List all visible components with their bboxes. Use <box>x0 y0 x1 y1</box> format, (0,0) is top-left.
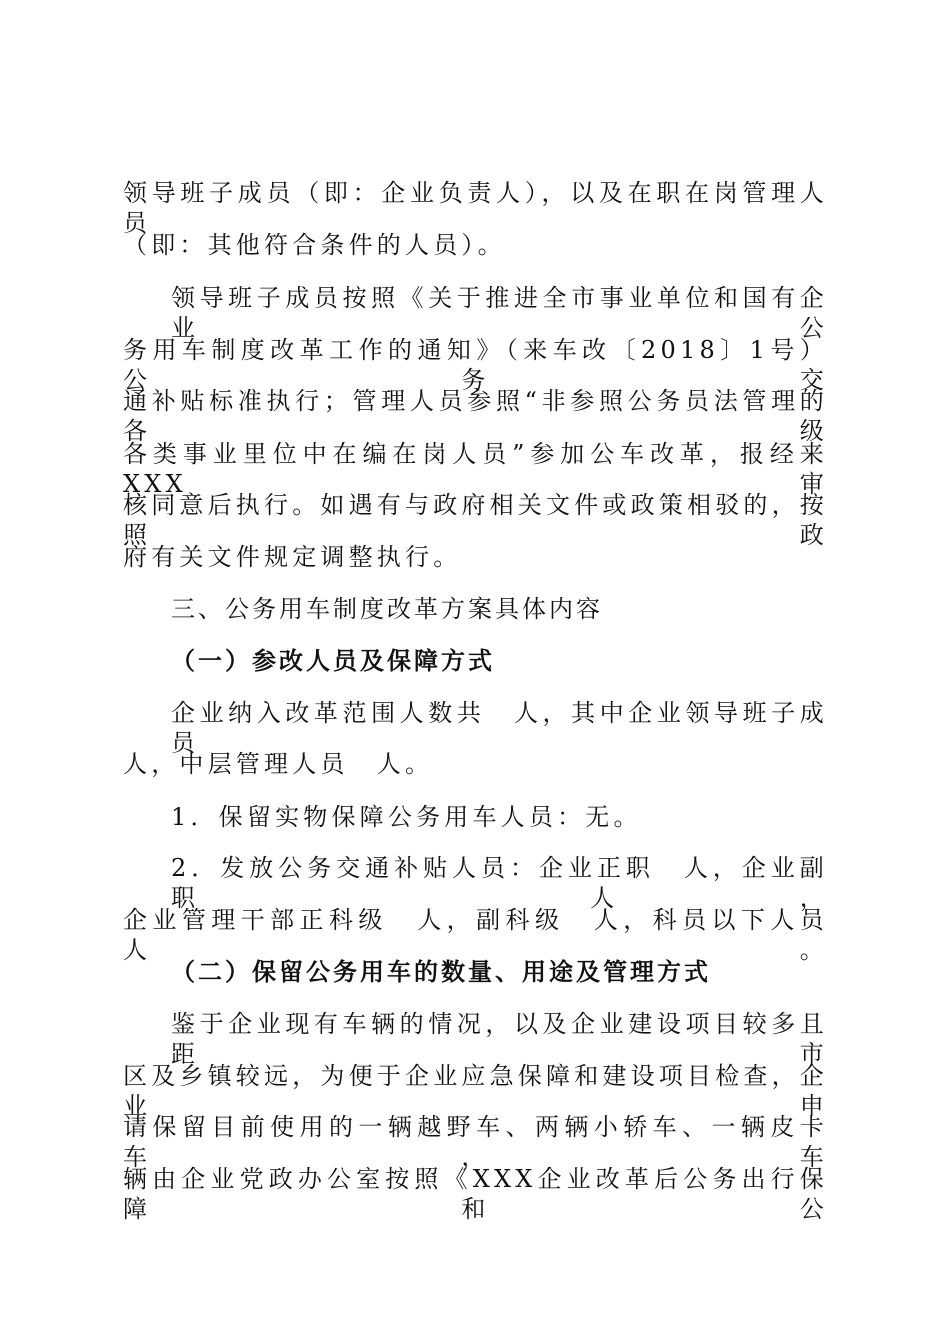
body-text-line: 领导班子成员按照《关于推进全市事业单位和国有企业公 <box>171 284 828 342</box>
body-text-line: 各类事业里位中在编在岗人员”参加公车改革，报经来XXX审 <box>123 440 828 498</box>
list-item: 1．保留实物保障公务用车人员：无。 <box>171 803 642 831</box>
body-text-line: 鉴于企业现有车辆的情况，以及企业建设项目较多且距市 <box>171 1010 828 1068</box>
body-text-line: 人，中层管理人员 人。 <box>123 750 434 778</box>
subsection-heading: （二）保留公务用车的数量、用途及管理方式 <box>171 958 711 986</box>
subsection-heading: （一）参改人员及保障方式 <box>171 647 495 675</box>
body-text-line: 府有关文件规定调整执行。 <box>123 543 462 571</box>
body-text-line: （即：其他符合条件的人员）。 <box>123 231 506 259</box>
body-text-line: 辆由企业党政办公室按照《XXX企业改革后公务出行保障和公 <box>123 1165 828 1223</box>
body-text-line: 企业管理干部正科级 人，副科级 人，科员以下人员 人。 <box>123 906 857 964</box>
body-text-line: 务用车制度改革工作的通知》（来车改〔2018〕1号）公务交 <box>123 336 828 394</box>
body-text-line: 通补贴标准执行；管理人员参照“非参照公务员法管理的各级 <box>123 387 828 445</box>
section-heading: 三、公务用车制度改革方案具体内容 <box>171 595 603 623</box>
body-text-line: 核同意后执行。如遇有与政府相关文件或政策相驳的，按照政 <box>123 491 828 549</box>
list-item: 2．发放公务交通补贴人员：企业正职 人，企业副职 人， <box>171 854 828 912</box>
body-text-line: 区及乡镇较远，为便于企业应急保障和建设项目检查，企业申 <box>123 1062 828 1120</box>
body-text-line: 请保留目前使用的一辆越野车、两辆小轿车、一辆皮卡车，车 <box>123 1113 828 1171</box>
body-text-line: 企业纳入改革范围人数共 人，其中企业领导班子成员 <box>171 699 828 757</box>
body-text-line: 领导班子成员（即：企业负责人），以及在职在岗管理人员 <box>123 179 828 237</box>
